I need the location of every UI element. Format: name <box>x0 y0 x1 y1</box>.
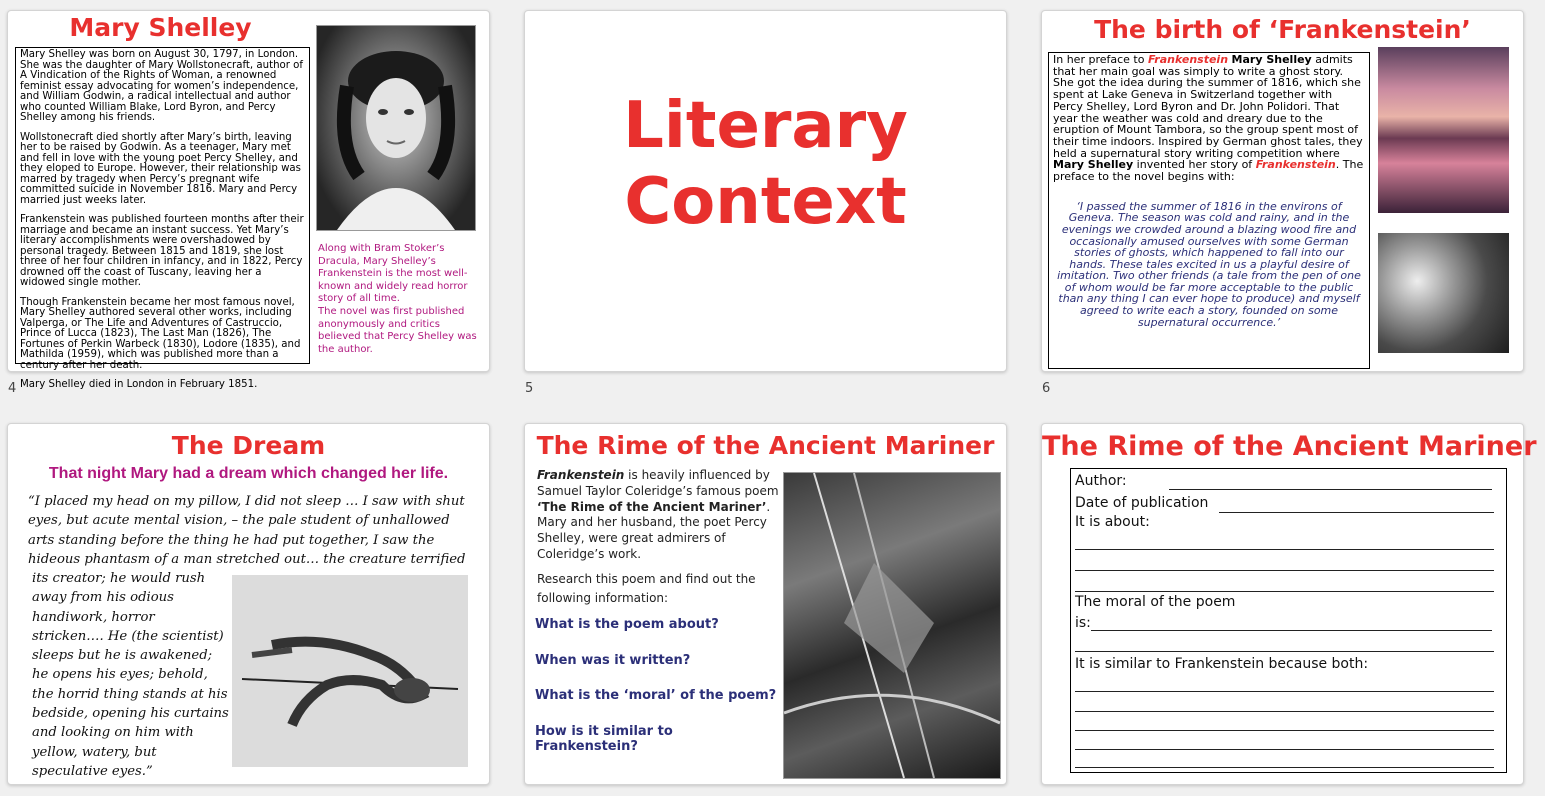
worksheet-box <box>1070 468 1507 773</box>
bio-paragraph: Mary Shelley died in London in February 1851. <box>20 379 258 390</box>
slide-number-6: 6 <box>1042 381 1051 396</box>
frankenstein-emphasis: Frankenstein <box>1255 158 1336 172</box>
about-answer-line[interactable] <box>1075 591 1494 592</box>
side-note-1: Along with Bram Stoker’s Dracula, Mary Shelley’s Frankenstein is the most well-known and widely read horror story of all time. <box>318 243 468 305</box>
moral-answer-line[interactable] <box>1091 630 1492 631</box>
slide-title <box>525 88 1006 240</box>
research-instruction: Research this poem and find out the following information: <box>537 572 756 605</box>
volcano-eruption-photo <box>1378 233 1509 353</box>
preface-text: admits that her main goal was simply to write a ghost story. She got the idea during the summer of 1816, which she spent at Lake Geneva in Switzerland together with Percy Shelley, Lord Byron and Dr. John Polidori. That year the weather was cold and dreary due to the eruption of Mount Tambora, so the group spent most of their time indoors. Inspired by German ghost tales, they held a supernatural story writing competition where <box>1053 53 1363 160</box>
intro-text-part: is heavily influenced by Samuel Taylor Coleridge’s famous poem <box>537 468 779 498</box>
dream-quote-side: its creator; he would rush away from his odious handiwork, horror stricken…. He (the scientist) sleeps but he is awakened; he opens his eyes; behold, the horrid thing stands at his bedside, opening his curtains and looking on him with yellow, watery, but speculative eyes.” <box>32 571 229 779</box>
preface-text: invented her story of <box>1133 158 1256 172</box>
about-answer-line[interactable] <box>1075 549 1494 550</box>
similar-answer-line[interactable] <box>1075 730 1494 731</box>
slide-thumbnail-5[interactable] <box>524 10 1007 372</box>
moral-label: The moral of the poem <box>1075 594 1236 610</box>
question-item: When was it written? <box>535 652 691 668</box>
mary-shelley-portrait <box>316 25 476 231</box>
bio-paragraph: Mary Shelley was born on August 30, 1797, in London. She was the daughter of Mary Wollstonecraft, author of A Vindication of the Rights of Woman, a renowned feminist essay advocating for women’s independence, and William Godwin, a radical intellectual and author who counted William Blake, Lord Byron, and Percy Shelley among his friends. <box>20 49 304 123</box>
side-note <box>318 243 480 356</box>
slide-thumbnail-4[interactable] <box>7 10 490 390</box>
similar-answer-line[interactable] <box>1075 749 1494 750</box>
moral-answer-line[interactable] <box>1075 651 1494 652</box>
date-label: Date of publication <box>1075 495 1209 511</box>
slide-number-5: 5 <box>525 381 534 396</box>
side-note-2: The novel was first published anonymously and critics believed that Percy Shelley was the author. <box>318 305 477 355</box>
poem-title: ‘The Rime of the Ancient Mariner’ <box>537 499 767 514</box>
question-list <box>535 617 780 759</box>
question-item: How is it similar to Frankenstein? <box>535 723 673 754</box>
about-answer-line[interactable] <box>1075 570 1494 571</box>
frankenstein-emphasis: Frankenstein <box>1147 53 1229 66</box>
intro-text-part: . Mary and her husband, the poet Percy Shelley, were great admirers of Coleridge’s work. <box>537 499 771 561</box>
date-answer-line[interactable] <box>1219 512 1494 513</box>
lake-geneva-photo <box>1378 47 1509 213</box>
slide-title: The Rime of the Ancient Mariner <box>536 431 995 460</box>
preface-quote: ‘I passed the summer of 1816 in the environs of Geneva. The season was cold and rainy, and in the evenings we crowded around a blazing wood fire and occasionally amused ourselves with some German stories of ghosts, which happened to fall into our hands. These tales excited in us a playful desire of imitation. Two other friends (a tale from the pen of one of whom would be far more acceptable to the public than any thing I can ever hope to produce) and myself agreed to write each a story, founded on some supernatural occurrence.’ <box>1057 199 1361 329</box>
slide-subtitle: That night Mary had a dream which changed her life. <box>48 465 449 482</box>
moral-label-2: is: <box>1075 615 1091 631</box>
preface-text: . The preface to the novel begins with: <box>1053 158 1364 184</box>
slide-title: The birth of ‘Frankenstein’ <box>1094 15 1471 44</box>
creature-sketch-image <box>232 575 468 767</box>
similar-answer-line[interactable] <box>1075 691 1494 692</box>
similar-answer-line[interactable] <box>1075 711 1494 712</box>
preface-text: In her preface to <box>1053 53 1148 66</box>
mary-shelley-bold: Mary Shelley <box>1231 53 1312 66</box>
title-line-1: Literary <box>623 89 908 163</box>
slide-title: Mary Shelley <box>69 13 252 42</box>
slide-thumbnail-8[interactable] <box>524 423 1007 785</box>
slide-title: The Dream <box>171 431 326 460</box>
similar-answer-line[interactable] <box>1075 767 1494 768</box>
intro-text <box>537 468 782 563</box>
bio-paragraph: Though Frankenstein became her most famous novel, Mary Shelley authored several other works, including Valperga, or The Life and Adventures of Castruccio, Prince of Lucca (1823), The Last Man (1826), The Fortunes of Perkin Warbeck (1830), Lodore (1835), and Mathilda (1959), which was published more than a century after her death. <box>20 296 301 371</box>
bio-paragraph: Frankenstein was published fourteen months after their marriage and became an instant success. Yet Mary’s literary accomplishments were overshadowed by personal tragedy. Between 1815 and 1819, she lost three of her four children in infancy, and in 1822, Percy drowned off the coast of Tuscany, leaving her a widowed single mother. <box>20 214 304 288</box>
slide-thumbnail-7[interactable] <box>7 423 490 785</box>
author-answer-line[interactable] <box>1169 489 1492 490</box>
bio-paragraph: Wollstonecraft died shortly after Mary’s birth, leaving her to be raised by Godwin. As a teenager, Mary met and fell in love with the young poet Percy Shelley, and they eloped to Europe. However, their relationship was marred by tragedy when Percy’s pregnant wife committed suicide in November 1816. Mary and Percy married just weeks later. <box>20 131 301 206</box>
question-item: What is the ‘moral’ of the poem? <box>535 688 777 703</box>
frankenstein-emphasis: Frankenstein <box>537 468 625 482</box>
dream-quote-top: “I placed my head on my pillow, I did not sleep … I saw with shut eyes, but acute mental vision, – the pale student of unhallowed arts standing before the thing he had put together, I saw the hideous phantasm of a man stretched out… the creature terrified <box>28 494 466 567</box>
slide-thumbnail-6[interactable] <box>1041 10 1524 372</box>
about-label: It is about: <box>1075 514 1150 530</box>
preface-text-box <box>1048 52 1370 369</box>
slide-number-4: 4 <box>8 381 17 396</box>
mary-shelley-bold: Mary Shelley <box>1053 158 1134 172</box>
question-item: What is the poem about? <box>535 617 719 632</box>
similar-label: It is similar to Frankenstein because both: <box>1075 656 1369 672</box>
title-line-2: Context <box>624 165 907 239</box>
slide-thumbnail-9[interactable] <box>1041 423 1537 785</box>
slide-title: The Rime of the Ancient Mariner <box>1042 431 1537 462</box>
ancient-mariner-engraving <box>783 472 1001 779</box>
author-label: Author: <box>1075 473 1127 489</box>
bio-text-box <box>15 47 310 390</box>
